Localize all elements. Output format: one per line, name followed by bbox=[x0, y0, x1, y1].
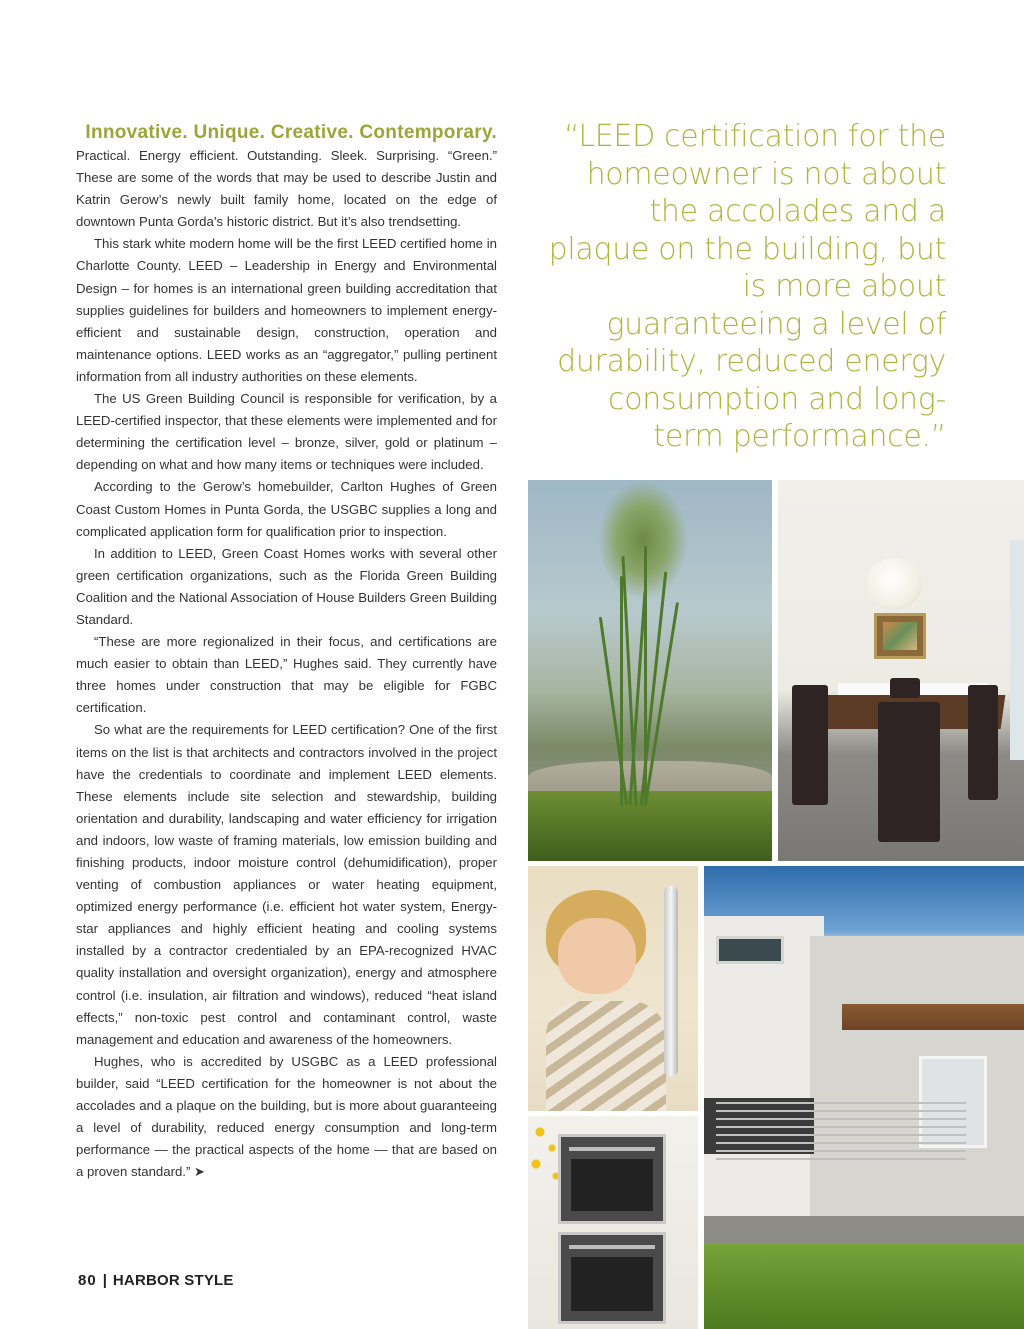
facade-shape bbox=[810, 936, 1024, 1216]
paragraph: The US Green Building Council is responsible for verification, by a LEED-certified inspector, that these elements were implemented and for determining the certification level – bronze, silver, gold or platinum – depending on what and how many items or techniques were included. bbox=[76, 391, 497, 473]
face-shape bbox=[558, 918, 636, 994]
window-shape bbox=[716, 936, 784, 964]
paragraph: In addition to LEED, Green Coast Homes works with several other green certification organizations, such as the Florida Green Building Coalition and the National Association of House Builders Green Building Standard. bbox=[76, 545, 497, 627]
striped-shirt-shape bbox=[546, 1001, 666, 1111]
pull-quote: “LEED certification for the homeowner is not about the accolades and a plaque on the building, but is more about guaranteeing a level of durability, reduced energy consumption and long-term performance.” bbox=[548, 119, 946, 454]
framed-painting-shape bbox=[874, 613, 926, 659]
page-footer bbox=[78, 1272, 234, 1289]
chair-shape bbox=[792, 685, 828, 805]
wall-oven-shape bbox=[558, 1232, 666, 1324]
dining-room-photo bbox=[778, 480, 1024, 861]
paragraph: Hughes, who is accredited by USGBC as a LEED professional builder, said “LEED certification for the homeowner is not about the accolades and a plaque on the building, but is more about guaranteeing a level of durability, reduced energy consumption and long-term performance — the practical aspects of the home — that are based on a proven standard.” ➤ bbox=[76, 1053, 497, 1180]
article-body bbox=[76, 145, 497, 1183]
railing-shape bbox=[716, 1096, 966, 1166]
gravel-shape bbox=[704, 1216, 1024, 1246]
footer-separator: | bbox=[102, 1272, 107, 1289]
paragraph: This stark white modern home will be the first LEED certified home in Charlotte County. LEED – Leadership in Energy and Environmental Design – for homes is an international green building accreditation that supplies guidelines for builders and homeowners to implement energy-efficient and sustainable design, construction, operation and maintenance options. LEED works as an “aggregator,” pulling pertinent information from all industry authorities on these elements. bbox=[76, 236, 497, 384]
grass-shape bbox=[528, 791, 772, 861]
house-exterior-photo bbox=[704, 866, 1024, 1329]
palm-tree-shape bbox=[598, 480, 688, 600]
homeowner-photo bbox=[528, 866, 698, 1111]
chair-shape bbox=[890, 678, 920, 698]
pendant-lamp-shape bbox=[866, 558, 922, 610]
headline: Innovative. Unique. Creative. Contemporary. bbox=[85, 122, 497, 143]
wood-soffit-shape bbox=[842, 1004, 1024, 1030]
lawn-shape bbox=[704, 1244, 1024, 1329]
magazine-name: HARBOR STYLE bbox=[112, 1272, 234, 1289]
faucet-shape bbox=[664, 886, 678, 1076]
paragraph: Practical. Energy efficient. Outstanding. Sleek. Surprising. “Green.” These are some of the words that may be used to describe Justin and Katrin Gerow’s newly built family home, located on the edge of downtown Punta Gorda’s historic district. But it’s also trendsetting. bbox=[76, 148, 497, 230]
ovens-photo bbox=[528, 1116, 698, 1329]
wall-oven-shape bbox=[558, 1134, 666, 1224]
page-number: 80 bbox=[78, 1272, 97, 1289]
chair-shape bbox=[968, 685, 998, 800]
paragraph: “These are more regionalized in their focus, and certifications are much easier to obtain than LEED,” Hughes said. They currently have three homes under construction that may be eligible for FGBC certification. bbox=[76, 634, 497, 716]
paragraph: According to the Gerow’s homebuilder, Carlton Hughes of Green Coast Custom Homes in Punta Gorda, the USGBC supplies a long and complicated application form for qualification prior to inspection. bbox=[76, 479, 497, 539]
window-shape bbox=[1010, 540, 1024, 760]
chair-shape bbox=[878, 702, 940, 842]
article-column bbox=[76, 122, 497, 1183]
paragraph: So what are the requirements for LEED certification? One of the first items on the list is that architects and contractors involved in the project have the credentials to coordinate and implement LEED elements. These elements include site selection and stewardship, building orientation and durability, landscaping and water efficiency for irrigation and indoors, low waste of framing materials, low emission building and finishing products, indoor moisture control (dehumidification), proper venting of combustion appliances or water heating equipment, optimized energy performance (i.e. efficient hot water system, Energy-star appliances and highly efficient heating and cooling systems installed by a contractor credentialed by an EPA-recognized HVAC quality installation and oversight organization), energy and atmosphere control (i.e. insulation, air filtration and windows), reduced “heat island effects,” non-toxic pest control and contaminant control, waste management and education and awareness of the homeowners. bbox=[76, 722, 497, 1047]
plant-photo bbox=[528, 480, 772, 861]
